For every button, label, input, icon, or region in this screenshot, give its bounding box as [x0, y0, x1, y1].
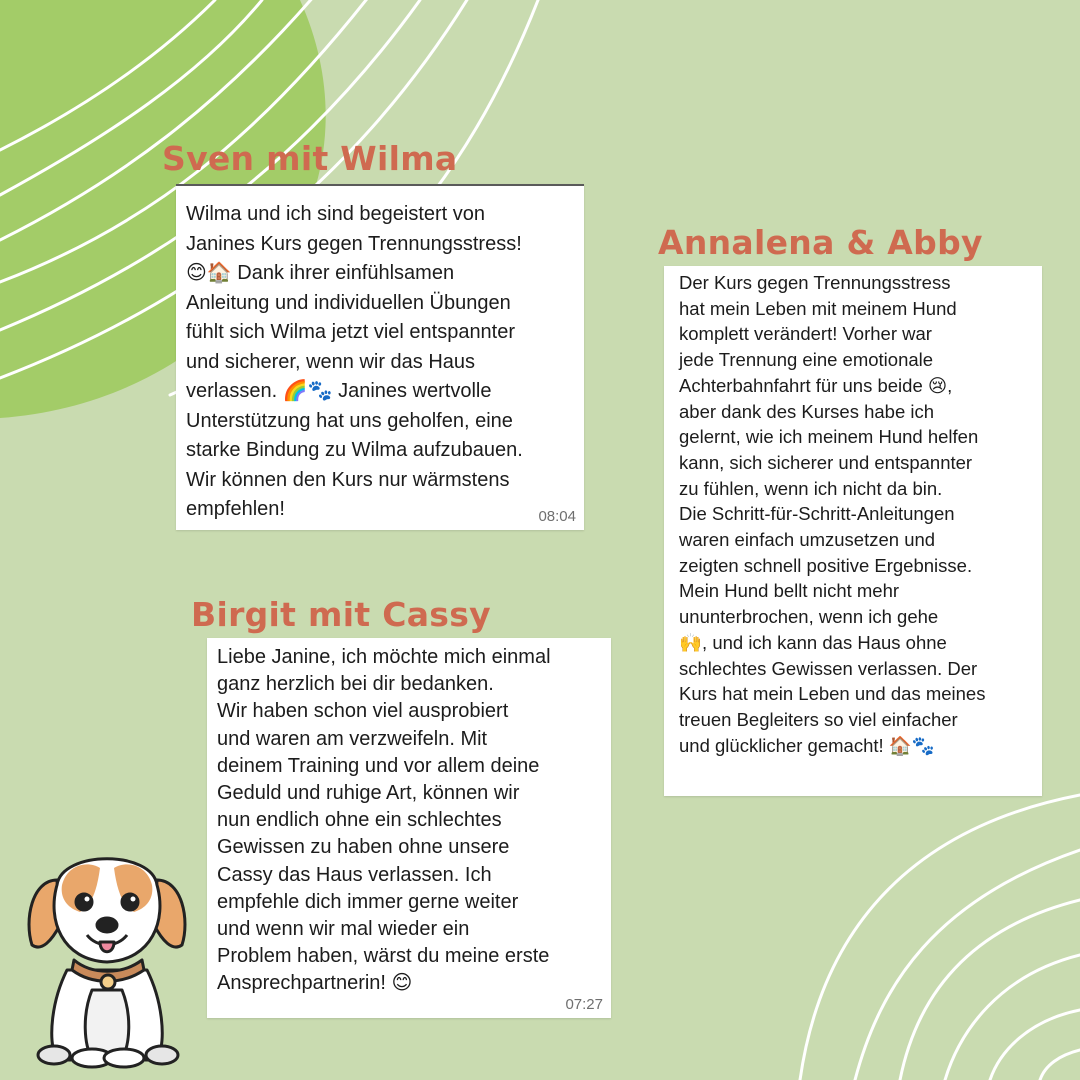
testimonial-message: Wilma und ich sind begeistert von Janines Kurs gegen Trennungsstress! 😊🏠 Dank ihrer einfühlsamen Anleitung und individuellen Übungen fühlt sich Wilma jetzt viel entspannter und sicherer, wenn wir das Haus verlassen. 🌈🐾 Janines wertvolle Unterstützung hat uns geholfen, eine starke Bindung zu Wilma aufzubauen. Wir können den Kurs nur wärmstens empfehlen! [186, 203, 523, 520]
message-timestamp: 08:04 [538, 508, 576, 525]
puppy-illustration [22, 840, 192, 1070]
testimonial-author-annalena: Annalena & Abby [658, 223, 983, 262]
wavy-lines-bottom [800, 795, 1080, 1080]
message-timestamp: 07:27 [565, 996, 603, 1013]
testimonial-card-sven [176, 184, 584, 530]
testimonial-author-sven: Sven mit Wilma [162, 139, 458, 178]
testimonial-card-annalena [664, 266, 1042, 796]
testimonial-card-birgit [207, 638, 611, 1018]
testimonial-message: Liebe Janine, ich möchte mich einmal ganz herzlich bei dir bedanken. Wir haben schon viel ausprobiert und waren am verzweifeln. Mit deinem Training und vor allem deine Geduld und ruhige Art, können wir nun endlich ohne ein schlechtes Gewissen zu haben ohne unsere Cassy das Haus verlassen. Ich empfehle dich immer gerne weiter und wenn wir mal wieder ein Problem haben, wärst du meine erste Ansprechpartnerin! 😊 [217, 646, 551, 995]
testimonial-message: Der Kurs gegen Trennungsstress hat mein Leben mit meinem Hund komplett verändert! Vorher war jede Trennung eine emotionale Achterbahnfahrt für uns beide 😢, aber dank des Kurses habe ich gelernt, wie ich meinem Hund helfen kann, sich sicherer und entspannter zu fühlen, wenn ich nicht da bin. Die Schritt-für-Schritt-Anleitungen waren einfach umzusetzen und zeigten schnell positive Ergebnisse. Mein Hund bellt nicht mehr ununterbrochen, wenn ich gehe 🙌, und ich kann das Haus ohne schlechtes Gewissen verlassen. Der Kurs hat mein Leben und das meines treuen Begleiters so viel einfacher und glücklicher gemacht! 🏠🐾 [679, 272, 986, 756]
testimonial-author-birgit: Birgit mit Cassy [191, 595, 491, 634]
